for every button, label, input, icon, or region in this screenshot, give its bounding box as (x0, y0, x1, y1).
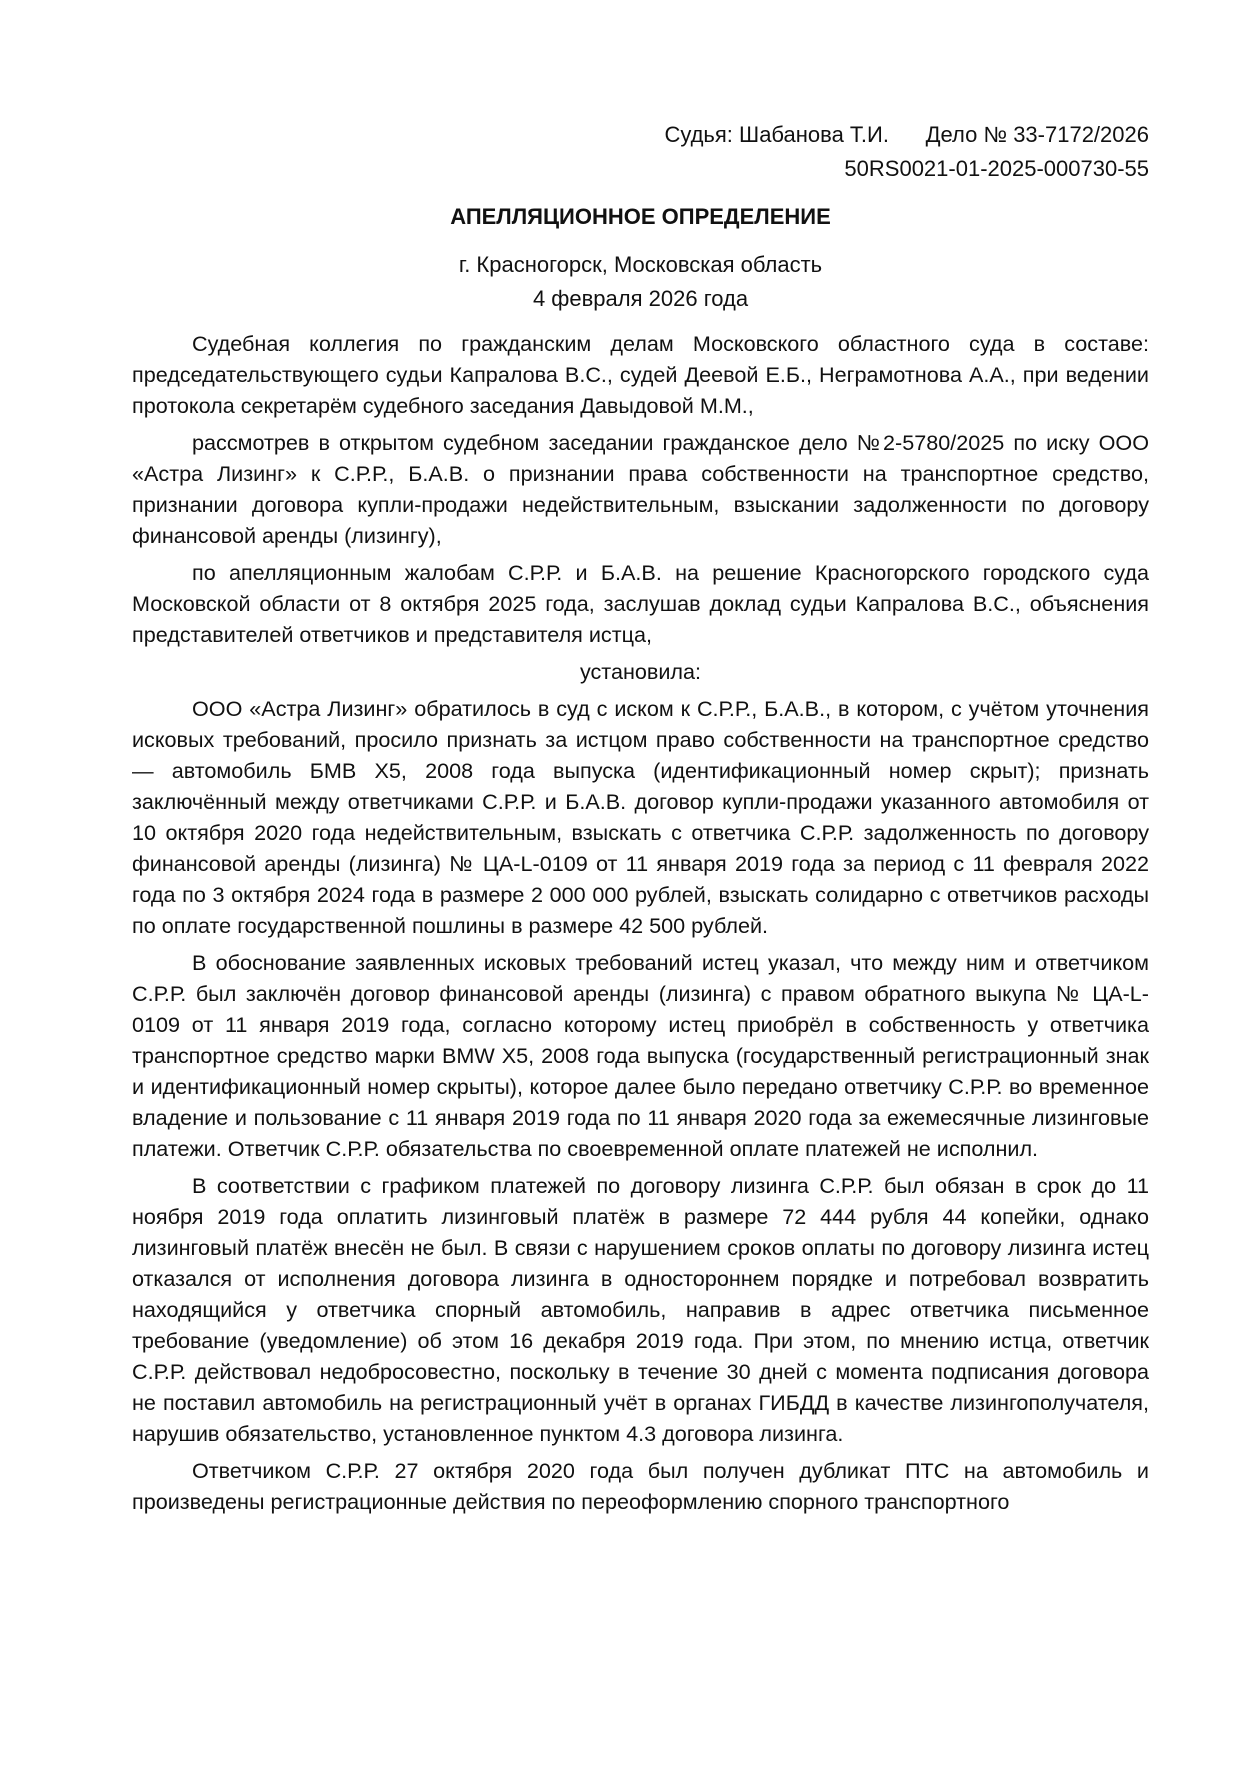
established-heading: установила: (579, 659, 702, 684)
judge-and-case-number: Судья: Шабанова Т.И. Дело № 33-7172/2026 (664, 122, 1149, 147)
paragraph-claim: ООО «Астра Лизинг» обратилось в суд с иском к С.Р.Р., Б.А.В., в котором, с учётом уточнения исковых требований, просило признать за истцом право собственности на транспортное средство — автомобиль БМВ X5, 2008 года выпуска (идентификационный номер скрыт); признать заключённый между ответчиками С.Р.Р. и Б.А.В. договор купли-продажи указанного автомобиля от 10 октября 2020 года недействительным, взыскать с ответчика С.Р.Р. задолженность по договору финансовой аренды (лизинга) № ЦА-L-0109 от 11 января 2019 года за период с 11 февраля 2022 года по 3 октября 2024 года в размере 2 000 000 рублей, взыскать солидарно с ответчиков расходы по оплате государственной пошлины в размере 42 500 рублей. (132, 696, 1149, 938)
document-date: 4 февраля 2026 года (532, 286, 749, 311)
paragraph-case-considered: рассмотрев в открытом судебном заседании гражданское дело №2-5780/2025 по иску ООО «Астра Лизинг» к С.Р.Р., Б.А.В. о признании права собственности на транспортное средство, признании договора купли-продажи недействительным, взыскании задолженности по договору финансовой аренды (лизингу), (132, 430, 1149, 548)
paragraph-appeals: по апелляционным жалобам С.Р.Р. и Б.А.В. на решение Красногорского городского суда Московской области от 8 октября 2025 года, заслушав доклад судьи Капралова В.С., объяснения представителей ответчиков и представителя истца, (132, 560, 1149, 647)
paragraph-court-composition: Судебная коллегия по гражданским делам Московского областного суда в составе: председательствующего судьи Капралова В.С., судей Деевой Е.Б., Неграмотнова А.А., при ведении протокола секретарём судебного заседания Давыдовой М.М., (132, 331, 1149, 418)
document-place: г. Красногорск, Московская область (458, 252, 823, 277)
paragraph-payment-schedule: В соответствии с графиком платежей по договору лизинга С.Р.Р. был обязан в срок до 11 ноября 2019 года оплатить лизинговый платёж в размере 72 444 рубля 44 копейки, однако лизинговый платёж внесён не был. В связи с нарушением сроков оплаты по договору лизинга истец отказался от исполнения договора лизинга в одностороннем порядке и потребовал возвратить находящийся у ответчика спорный автомобиль, направив в адрес ответчика письменное требование (уведомление) об этом 16 декабря 2019 года. При этом, по мнению истца, ответчик С.Р.Р. действовал недобросовестно, поскольку в течение 30 дней с момента подписания договора не поставил автомобиль на регистрационный учёт в органах ГИБДД в качестве лизингополучателя, нарушив обязательство, установленное пунктом 4.3 договора лизинга. (132, 1173, 1149, 1446)
document-title: АПЕЛЛЯЦИОННОЕ ОПРЕДЕЛЕНИЕ (450, 204, 831, 229)
document-body (132, 118, 1149, 1517)
paragraph-grounds: В обоснование заявленных исковых требований истец указал, что между ним и ответчиком С.Р.Р. был заключён договор финансовой аренды (лизинга) с правом обратного выкупа № ЦА-L-0109 от 11 января 2019 года, согласно которому истец приобрёл в собственность у ответчика транспортное средство марки BMW X5, 2008 года выпуска (государственный регистрационный знак и идентификационный номер скрыты), которое далее было передано ответчику С.Р.Р. во временное владение и пользование с 11 января 2019 года по 11 января 2020 года за ежемесячные лизинговые платежи. Ответчик С.Р.Р. обязательства по своевременной оплате платежей не исполнил. (132, 950, 1149, 1161)
case-identifier: 50RS0021-01-2025-000730-55 (844, 156, 1149, 181)
paragraph-duplicate-pts: Ответчиком С.Р.Р. 27 октября 2020 года был получен дубликат ПТС на автомобиль и произведены регистрационные действия по переоформлению спорного транспортного (132, 1458, 1149, 1514)
